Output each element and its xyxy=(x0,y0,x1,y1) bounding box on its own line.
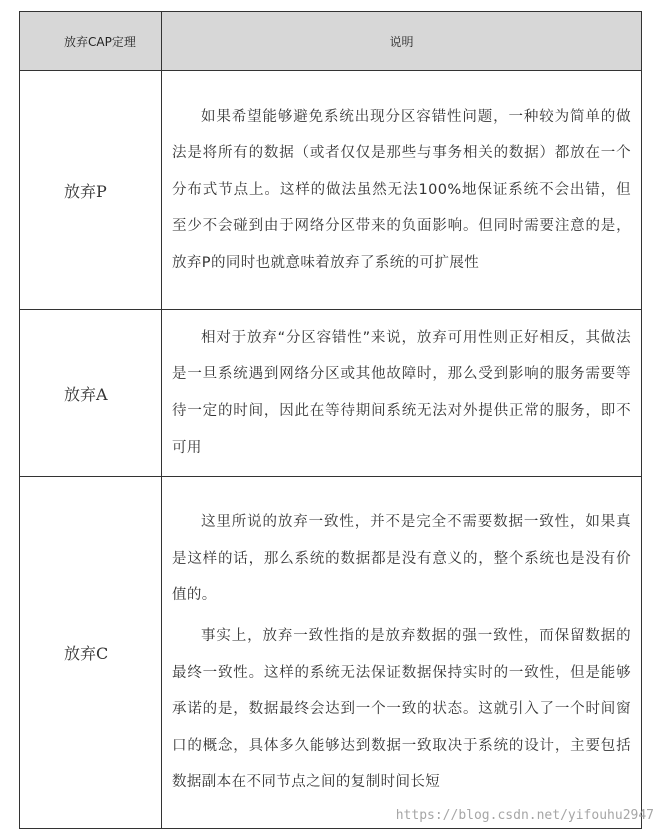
header-description: 说明 xyxy=(162,12,642,71)
row-name-give-up-a: 放弃A xyxy=(20,310,162,477)
watermark-url: https://blog.csdn.net/yifouhu2947 xyxy=(395,808,654,823)
table-header-row xyxy=(20,12,642,71)
row-description xyxy=(162,71,642,310)
description-paragraph: 如果希望能够避免系统出现分区容错性问题，一种较为简单的做法是将所有的数据（或者仅仅是那些与事务相关的数据）都放在一个分布式节点上。这样的做法虽然无法100%地保证系统不会出错，但至少不会碰到由于网络分区带来的负面影响。但同时需要注意的是，放弃P的同时也就意味着放弃了系统的可扩展性 xyxy=(172,108,631,271)
row-name-give-up-p: 放弃P xyxy=(20,71,162,310)
cap-table xyxy=(19,11,642,829)
row-description xyxy=(162,310,642,477)
header-cap-theorem: 放弃CAP定理 xyxy=(20,12,162,71)
description-paragraph: 这里所说的放弃一致性，并不是完全不需要数据一致性，如果真是这样的话，那么系统的数据都是没有意义的，整个系统也是没有价值的。 xyxy=(172,514,631,604)
description-paragraph: 事实上，放弃一致性指的是放弃数据的强一致性，而保留数据的最终一致性。这样的系统无法保证数据保持实时的一致性，但是能够承诺的是，数据最终会达到一个一致的状态。这就引入了一个时间窗口的概念，具体多久能够达到数据一致取决于系统的设计，主要包括数据副本在不同节点之间的复制时间长短 xyxy=(172,627,631,791)
description-paragraph: 相对于放弃“分区容错性”来说，放弃可用性则正好相反，其做法是一旦系统遇到网络分区或其他故障时，那么受到影响的服务需要等待一定的时间，因此在等待期间系统无法对外提供正常的服务，即不可用 xyxy=(172,329,631,456)
row-name-give-up-c: 放弃C xyxy=(20,477,162,829)
table-row xyxy=(20,477,642,829)
table-row xyxy=(20,310,642,477)
row-description xyxy=(162,477,642,829)
table-row xyxy=(20,71,642,310)
